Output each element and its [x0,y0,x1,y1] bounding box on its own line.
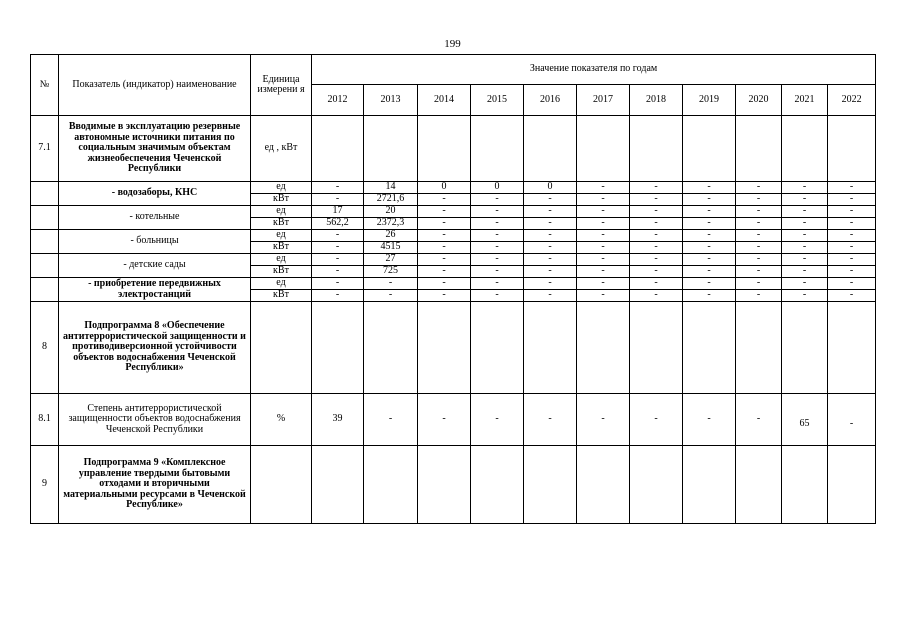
row-unit: ед [251,206,312,218]
value-cell: - [683,206,736,218]
value-cell: - [524,394,577,446]
table-row [31,116,876,182]
value-cell: - [418,218,471,230]
row-unit: ед [251,230,312,242]
value-cell: - [828,242,876,254]
value-cell: - [828,254,876,266]
row-num: 8.1 [31,394,59,446]
value-cell: - [418,206,471,218]
value-cell: - [577,278,630,290]
value-cell: 2721,6 [364,194,418,206]
value-cell: - [782,290,828,302]
value-cell: - [471,218,524,230]
value-cell: - [471,394,524,446]
value-cell: - [312,242,364,254]
value-cell: - [577,290,630,302]
value-cell: - [736,254,782,266]
value-cell: - [736,206,782,218]
value-cell: - [630,230,683,242]
value-cell: - [782,266,828,278]
value-cell [524,116,577,182]
row-unit: кВт [251,242,312,254]
value-cell: 27 [364,254,418,266]
value-cell: 0 [418,182,471,194]
table-row [31,446,876,524]
value-cell: 14 [364,182,418,194]
indicators-table [30,54,876,524]
value-cell: - [828,290,876,302]
value-cell: - [418,242,471,254]
value-cell: - [577,230,630,242]
value-cell: - [471,278,524,290]
row-unit: кВт [251,290,312,302]
value-cell [524,302,577,394]
table-row [31,302,876,394]
value-cell: - [364,290,418,302]
value-cell [630,116,683,182]
page-number: 199 [444,38,461,50]
value-cell: - [630,242,683,254]
value-cell: - [630,290,683,302]
value-cell: - [471,290,524,302]
value-cell [782,446,828,524]
value-cell: - [683,254,736,266]
row-name: Подпрограмма 9 «Комплексное управление твердыми бытовыми отходами и вторичными материальными ресурсами в Чеченской Республике» [59,446,251,524]
value-cell: - [524,266,577,278]
value-cell: - [524,254,577,266]
header-num: № [31,55,59,116]
row-unit: кВт [251,218,312,230]
value-cell: - [683,194,736,206]
value-cell: - [828,206,876,218]
value-cell: - [782,218,828,230]
value-cell: - [471,266,524,278]
row-num [31,182,59,206]
value-cell [364,446,418,524]
value-cell: - [524,242,577,254]
value-cell [630,302,683,394]
value-cell [418,116,471,182]
row-num [31,230,59,254]
row-name: - приобретение передвижных электростанций [59,278,251,302]
value-cell: - [577,254,630,266]
value-cell: - [736,218,782,230]
value-cell: - [630,194,683,206]
header-year: 2014 [418,85,471,116]
value-cell: - [418,278,471,290]
row-unit: кВт [251,194,312,206]
value-cell [312,302,364,394]
value-cell: - [577,182,630,194]
value-cell: - [782,206,828,218]
value-cell: - [736,194,782,206]
value-cell: 17 [312,206,364,218]
value-cell: 0 [471,182,524,194]
header-year: 2020 [736,85,782,116]
value-cell: - [524,194,577,206]
value-cell [736,446,782,524]
value-cell: - [524,230,577,242]
value-cell: - [418,290,471,302]
value-cell: - [312,290,364,302]
row-unit: кВт [251,266,312,278]
header-year: 2017 [577,85,630,116]
row-unit: ед [251,254,312,266]
value-cell [683,116,736,182]
value-cell: 562,2 [312,218,364,230]
value-cell: - [312,254,364,266]
table-row [31,206,876,218]
value-cell: - [782,194,828,206]
table-row [31,394,876,446]
value-cell: - [630,278,683,290]
value-cell [630,446,683,524]
row-unit [251,302,312,394]
row-unit [251,446,312,524]
value-cell: - [828,266,876,278]
row-name: - котельные [59,206,251,230]
header-values-title: Значение показателя по годам [312,55,876,85]
header-year: 2012 [312,85,364,116]
header-year: 2022 [828,85,876,116]
value-cell: - [828,194,876,206]
value-cell: - [312,278,364,290]
row-num [31,278,59,302]
value-cell: - [577,266,630,278]
value-cell: - [736,266,782,278]
value-cell: - [312,182,364,194]
value-cell [471,302,524,394]
row-name: - больницы [59,230,251,254]
row-num [31,254,59,278]
value-cell: - [630,182,683,194]
value-cell: 2372,3 [364,218,418,230]
value-cell: - [577,394,630,446]
value-cell: - [524,218,577,230]
value-cell: - [364,394,418,446]
value-cell [683,446,736,524]
row-num [31,206,59,230]
value-cell [364,302,418,394]
value-cell: - [471,242,524,254]
value-cell [828,302,876,394]
header-year: 2016 [524,85,577,116]
value-cell [683,302,736,394]
value-cell: - [828,218,876,230]
value-cell [736,116,782,182]
value-cell: 4515 [364,242,418,254]
row-unit: % [251,394,312,446]
value-cell: - [683,182,736,194]
value-cell: 725 [364,266,418,278]
value-cell: - [471,194,524,206]
value-cell: 26 [364,230,418,242]
value-cell: - [782,254,828,266]
row-num: 7.1 [31,116,59,182]
table-row [31,182,876,194]
value-cell: - [418,230,471,242]
value-cell: - [736,242,782,254]
table-row [31,278,876,290]
value-cell [782,116,828,182]
header-year: 2019 [683,85,736,116]
value-cell: - [577,206,630,218]
value-cell [312,446,364,524]
value-cell: - [630,254,683,266]
value-cell: - [471,254,524,266]
row-name: Подпрограмма 8 «Обеспечение антитеррористической защищенности и противодиверсионной устойчивости объектов водоснабжения Чеченской Республики» [59,302,251,394]
value-cell: - [577,218,630,230]
value-cell [418,446,471,524]
header-indicator: Показатель (индикатор) наименование [59,55,251,116]
value-cell: - [683,278,736,290]
row-name: Степень антитеррористической защищенности объектов водоснабжения Чеченской Республики [59,394,251,446]
value-cell: - [312,230,364,242]
value-cell [782,302,828,394]
value-cell: - [683,230,736,242]
value-cell: - [736,278,782,290]
value-cell [418,302,471,394]
row-num: 8 [31,302,59,394]
value-cell: - [736,290,782,302]
value-cell: - [312,194,364,206]
value-cell: - [683,394,736,446]
value-cell: - [524,290,577,302]
value-cell: - [683,242,736,254]
row-unit: ед [251,278,312,290]
value-cell: - [418,254,471,266]
value-cell: - [828,182,876,194]
value-cell [577,446,630,524]
value-cell [524,446,577,524]
value-cell [312,116,364,182]
value-cell: - [630,218,683,230]
value-cell [828,446,876,524]
value-cell: - [312,266,364,278]
value-cell: - [418,394,471,446]
value-cell [828,116,876,182]
value-cell: - [782,182,828,194]
value-cell: - [736,182,782,194]
value-cell: - [782,230,828,242]
value-cell: - [524,206,577,218]
table-row [31,230,876,242]
value-cell: - [736,230,782,242]
value-cell: - [683,218,736,230]
value-cell: - [736,394,782,446]
value-cell [471,116,524,182]
header-unit: Единица измерени я [251,55,312,116]
row-unit: ед [251,182,312,194]
value-cell [471,446,524,524]
value-cell [577,302,630,394]
value-cell: - [471,230,524,242]
value-cell: - [782,278,828,290]
value-cell: 39 [312,394,364,446]
header-year: 2021 [782,85,828,116]
value-cell: - [418,266,471,278]
value-cell: - [683,290,736,302]
value-cell: - [630,206,683,218]
header-year: 2018 [630,85,683,116]
value-cell [736,302,782,394]
value-cell: - [577,194,630,206]
row-num: 9 [31,446,59,524]
value-cell: - [630,394,683,446]
value-cell: 0 [524,182,577,194]
value-cell [577,116,630,182]
value-cell: - [828,230,876,242]
value-cell: - [828,394,876,446]
value-cell [364,116,418,182]
value-cell: - [364,278,418,290]
row-name: - детские сады [59,254,251,278]
header-year: 2013 [364,85,418,116]
value-cell: - [683,266,736,278]
value-cell: 20 [364,206,418,218]
value-cell: - [471,206,524,218]
value-cell: 65 [782,394,828,446]
row-name: Вводимые в эксплуатацию резервные автономные источники питания по социальным значимым объектам жизнеобеспечения Чеченской Республики [59,116,251,182]
value-cell: - [782,242,828,254]
table-row [31,254,876,266]
value-cell: - [524,278,577,290]
row-unit: ед , кВт [251,116,312,182]
value-cell: - [828,278,876,290]
value-cell: - [418,194,471,206]
value-cell: - [577,242,630,254]
row-name: - водозаборы, КНС [59,182,251,206]
value-cell: - [630,266,683,278]
header-year: 2015 [471,85,524,116]
